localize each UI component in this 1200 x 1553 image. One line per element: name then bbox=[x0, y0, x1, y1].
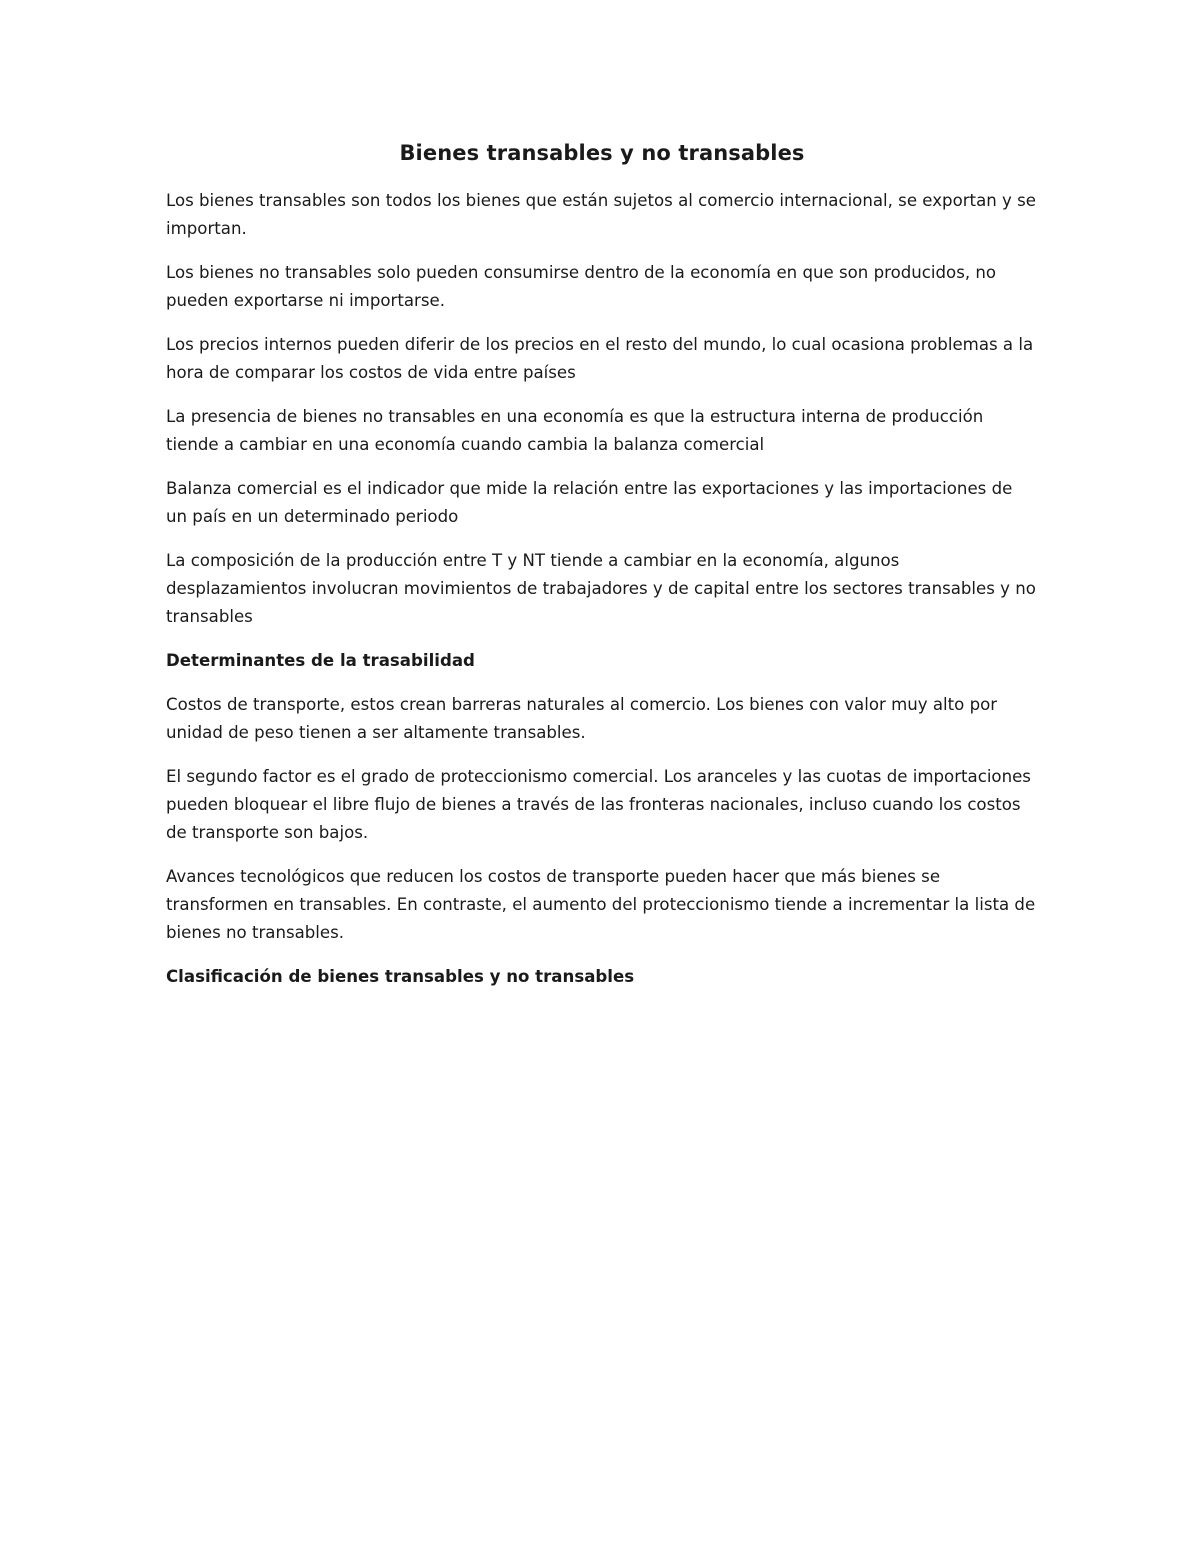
document-body bbox=[166, 140, 1038, 1007]
document-title: Bienes transables y no transables bbox=[399, 141, 805, 165]
paragraph: Los bienes transables son todos los bienes que están sujetos al comercio internacional, se exportan y se importan. bbox=[166, 191, 1036, 239]
paragraph: El segundo factor es el grado de proteccionismo comercial. Los aranceles y las cuotas de importaciones pueden bloquear el libre flujo de bienes a través de las fronteras nacionales, incluso cuando los costos de transporte son bajos. bbox=[166, 767, 1031, 843]
paragraph: Costos de transporte, estos crean barreras naturales al comercio. Los bienes con valor muy alto por unidad de peso tienen a ser altamente transables. bbox=[166, 695, 998, 743]
paragraph: La composición de la producción entre T y NT tiende a cambiar en la economía, algunos desplazamientos involucran movimientos de trabajadores y de capital entre los sectores transables y no transables bbox=[166, 551, 1036, 627]
paragraph: Avances tecnológicos que reducen los costos de transporte pueden hacer que más bienes se transformen en transables. En contraste, el aumento del proteccionismo tiende a incrementar la lista de bienes no transables. bbox=[166, 867, 1036, 943]
paragraph: Los precios internos pueden diferir de los precios en el resto del mundo, lo cual ocasiona problemas a la hora de comparar los costos de vida entre países bbox=[166, 335, 1034, 383]
paragraph: La presencia de bienes no transables en una economía es que la estructura interna de producción tiende a cambiar en una economía cuando cambia la balanza comercial bbox=[166, 407, 984, 455]
section-heading-determinantes: Determinantes de la trasabilidad bbox=[166, 651, 475, 671]
paragraph: Balanza comercial es el indicador que mide la relación entre las exportaciones y las importaciones de un país en un determinado periodo bbox=[166, 479, 1013, 527]
paragraph: Los bienes no transables solo pueden consumirse dentro de la economía en que son producidos, no pueden exportarse ni importarse. bbox=[166, 263, 997, 311]
section-heading-clasificacion: Clasificación de bienes transables y no transables bbox=[166, 967, 635, 987]
